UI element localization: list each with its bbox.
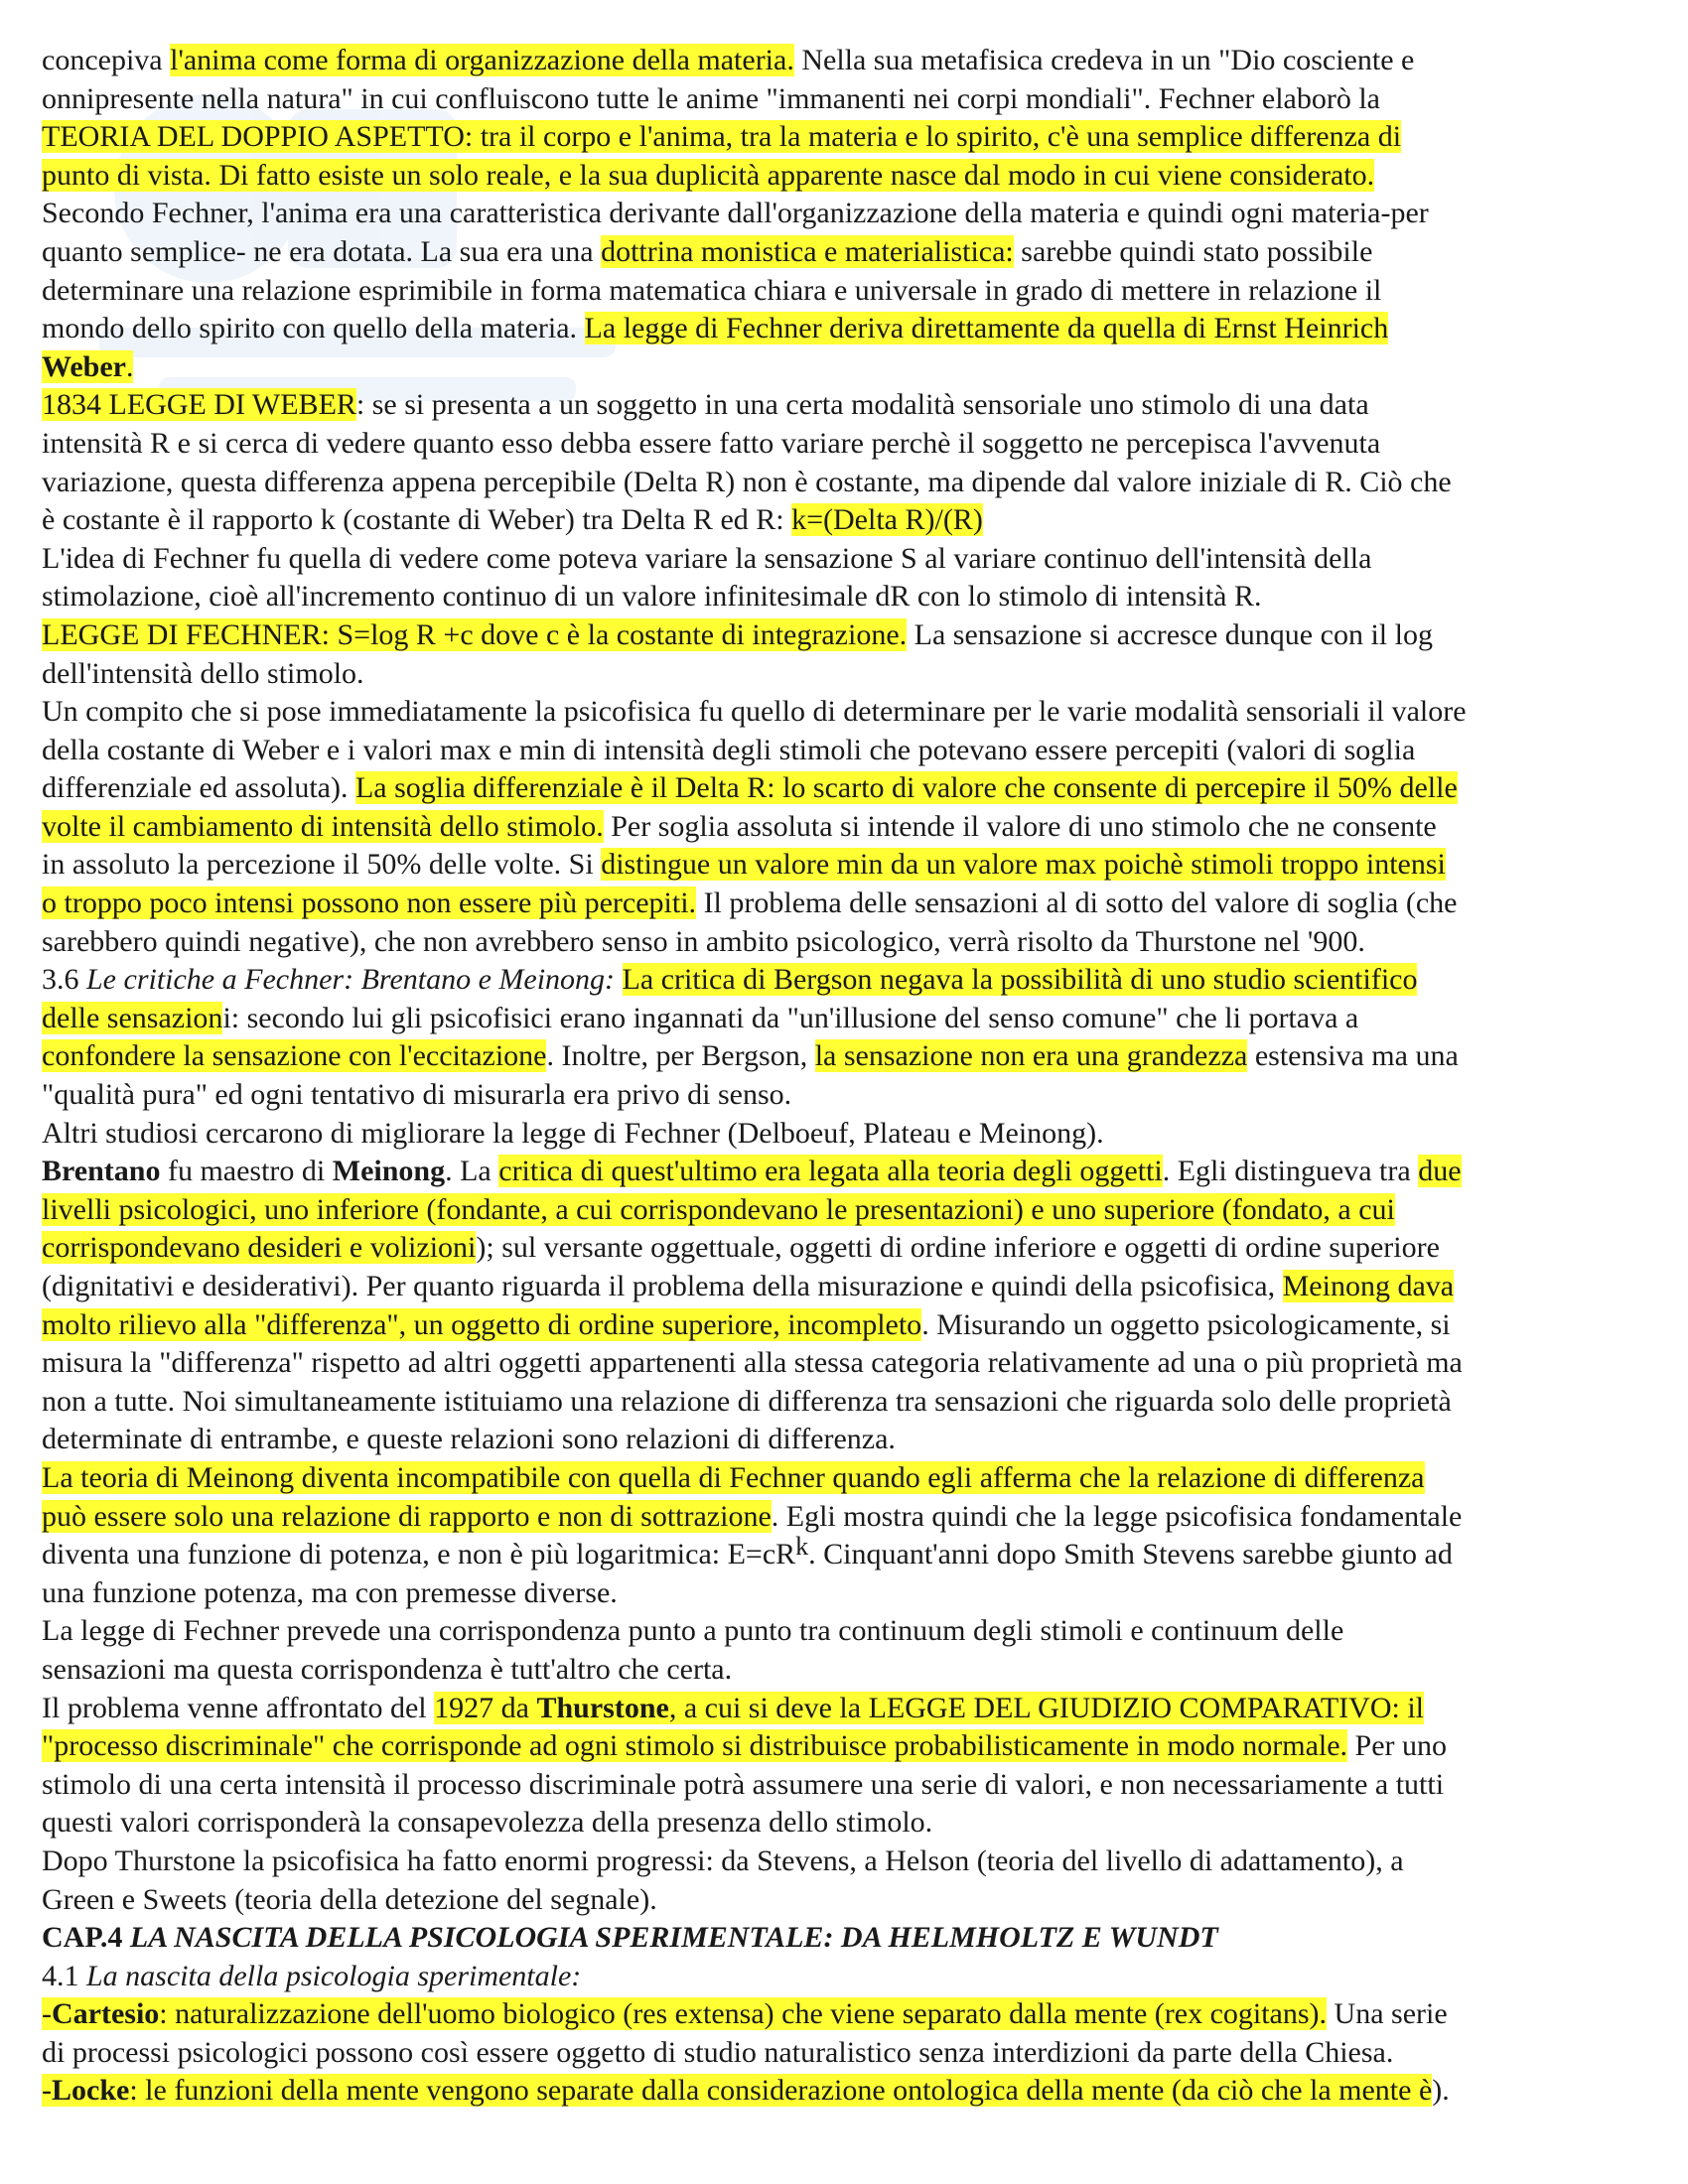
text-span: Nella sua metafisica credeva in un "Dio cosciente e bbox=[793, 44, 1415, 76]
highlighted-text: "processo discriminale" che corrisponde ad ogni stimolo si distribuisce probabilisticamente in modo normale. bbox=[42, 1729, 1348, 1763]
text-line bbox=[42, 732, 1650, 770]
text-span: L'idea di Fechner fu quella di vedere come poteva variare la sensazione S al variare continuo dell'intensità della bbox=[42, 541, 1372, 575]
text-span: 3.6 bbox=[42, 963, 86, 997]
text-line bbox=[42, 272, 1650, 311]
text-span: estensiva ma una bbox=[1247, 1039, 1459, 1073]
text-span: stimolazione, cioè all'incremento continuo di un valore infinitesimale dR con lo stimolo di intensità R. bbox=[42, 580, 1262, 614]
text-span: quanto semplice- ne era dotata. La sua era una bbox=[42, 234, 602, 268]
text-line bbox=[42, 42, 1650, 80]
text-span: (dignitativi e desiderativi). Per quanto riguarda il problema della misurazione e quindi della psicofisica, bbox=[42, 1270, 1283, 1302]
highlighted-text: Thurstone bbox=[536, 1691, 669, 1724]
text-span: variazione, questa differenza appena percepibile (Delta R) non è costante, ma dipende dal valore iniziale di R. Ciò che bbox=[42, 465, 1452, 498]
highlighted-text: molto rilievo alla "differenza", un oggetto di ordine superiore, incompleto bbox=[42, 1307, 922, 1341]
text-line bbox=[42, 578, 1650, 616]
text-span: . Cinquant'anni dopo Smith Stevens sarebbe giunto ad bbox=[808, 1538, 1453, 1571]
text-span: sarebbero quindi negative), che non avrebbero senso in ambito psicologico, verrà risolto da Thurstone nel '900. bbox=[42, 924, 1365, 958]
text-line bbox=[42, 1459, 1650, 1498]
text-span: misura la "differenza" rispetto ad altri oggetti appartenenti alla stessa categoria relativamente ad una o più proprietà ma bbox=[42, 1346, 1463, 1380]
text-line bbox=[42, 1958, 1650, 1996]
text-span: sarebbe quindi stato possibile bbox=[1013, 234, 1373, 268]
text-span: Un compito che si pose immediatamente la psicofisica fu quello di determinare per le varie modalità sensoriali il valore bbox=[42, 695, 1467, 729]
highlighted-text: : le funzioni della mente vengono separate dalla considerazione ontologica della mente (da ciò che la mente è bbox=[129, 2074, 1433, 2108]
text-span: . Egli mostra quindi che la legge psicofisica fondamentale bbox=[771, 1499, 1463, 1533]
highlighted-text: LEGGE DI FECHNER: S=log R +c dove c è la costante di integrazione. bbox=[42, 617, 908, 651]
highlighted-text: Meinong dava bbox=[1282, 1270, 1455, 1302]
highlighted-text: delle sensazion bbox=[42, 1001, 223, 1034]
text-line bbox=[42, 693, 1650, 732]
text-span: in assoluto la percezione il 50% delle volte. Si bbox=[42, 848, 602, 882]
text-line bbox=[42, 118, 1650, 157]
highlighted-text: può essere solo una relazione di rapporto e non di sottrazione bbox=[42, 1499, 772, 1533]
highlighted-text: la sensazione non era una grandezza bbox=[814, 1039, 1248, 1073]
text-line bbox=[42, 233, 1650, 272]
text-span: 4.1 bbox=[42, 1959, 86, 1992]
highlighted-text: corrispondevano desideri e volizioni bbox=[42, 1231, 477, 1265]
text-span: La sensazione si accresce dunque con il log bbox=[907, 617, 1433, 651]
highlighted-text: La teoria di Meinong diventa incompatibile con quella di Fechner quando egli afferma che la relazione di differenza bbox=[42, 1460, 1425, 1494]
highlighted-text: Weber bbox=[42, 349, 126, 383]
text-span: diventa una funzione di potenza, e non è più logaritmica: E=cR bbox=[42, 1538, 796, 1571]
text-span: sensazioni ma questa corrispondenza è tutt'altro che certa. bbox=[42, 1652, 733, 1686]
highlighted-text: - bbox=[42, 1997, 52, 2031]
highlighted-text: 1927 da bbox=[434, 1691, 537, 1724]
highlighted-text: Cartesio bbox=[52, 1997, 160, 2031]
highlighted-text: dottrina monistica e materialistica: bbox=[601, 234, 1014, 268]
text-span: intensità R e si cerca di vedere quanto esso debba essere fatto variare perchè il soggetto ne percepisca l'avvenuta bbox=[42, 426, 1381, 460]
text-line bbox=[42, 769, 1650, 808]
text-line bbox=[42, 1766, 1650, 1805]
text-line bbox=[42, 655, 1650, 694]
text-line bbox=[42, 808, 1650, 847]
text-line bbox=[42, 1690, 1650, 1728]
text-span: dell'intensità dello stimolo. bbox=[42, 656, 364, 690]
highlighted-text: confondere la sensazione con l'eccitazione bbox=[42, 1039, 547, 1073]
text-span: Il problema delle sensazioni al di sotto del valore di soglia (che bbox=[696, 887, 1458, 920]
highlighted-text: TEORIA DEL DOPPIO ASPETTO: tra il corpo e l'anima, tra la materia e lo spirito, c'è una semplice differenza di bbox=[42, 120, 1402, 154]
text-span: concepiva bbox=[42, 44, 171, 76]
text-span: La nascita della psicologia sperimentale: bbox=[86, 1959, 582, 1992]
text-span: . La bbox=[445, 1155, 499, 1188]
text-line bbox=[42, 1919, 1650, 1958]
text-line bbox=[42, 80, 1650, 119]
text-line bbox=[42, 1651, 1650, 1690]
text-line bbox=[42, 1727, 1650, 1766]
highlighted-text: , a cui si deve la LEGGE DEL GIUDIZIO COMPARATIVO: il bbox=[668, 1691, 1424, 1724]
highlighted-text: La soglia differenziale è il Delta R: lo scarto di valore che consente di percepire il 50% delle bbox=[354, 771, 1458, 805]
text-line bbox=[42, 616, 1650, 655]
text-span: ); sul versante oggettuale, oggetti di ordine inferiore e oggetti di ordine superiore bbox=[476, 1231, 1440, 1265]
highlighted-text: . bbox=[125, 349, 134, 383]
highlighted-text: La legge di Fechner deriva direttamente da quella di Ernst Heinrich bbox=[584, 312, 1389, 345]
text-line bbox=[42, 1000, 1650, 1038]
highlighted-text: : naturalizzazione dell'uomo biologico (res extensa) che viene separato dalla mente (rex cogitans). bbox=[159, 1997, 1328, 2031]
text-line bbox=[42, 2072, 1650, 2111]
text-line bbox=[42, 1881, 1650, 1920]
text-span: differenziale ed assoluta). bbox=[42, 771, 355, 805]
text-span: di processi psicologici possono così essere oggetto di studio naturalistico senza interdizioni da parte della Chiesa. bbox=[42, 2035, 1394, 2069]
text-span: una funzione potenza, ma con premesse diverse. bbox=[42, 1575, 618, 1609]
highlighted-text: volte il cambiamento di intensità dello stimolo. bbox=[42, 809, 604, 843]
text-line bbox=[42, 310, 1650, 348]
text-span: . Inoltre, per Bergson, bbox=[546, 1039, 815, 1073]
text-line bbox=[42, 501, 1650, 540]
text-span: non a tutte. Noi simultaneamente istituiamo una relazione di differenza tra sensazioni che riguarda solo delle proprietà bbox=[42, 1384, 1452, 1418]
text-line bbox=[42, 1532, 1650, 1574]
text-line bbox=[42, 386, 1650, 425]
text-line bbox=[42, 1574, 1650, 1613]
text-line bbox=[42, 1153, 1650, 1191]
text-span: determinare una relazione esprimibile in forma matematica chiara e universale in grado di mettere in relazione il bbox=[42, 273, 1382, 307]
text-span: onnipresente nella natura" in cui confluiscono tutte le anime "immanenti nei corpi mondiali". Fechner elaborò la bbox=[42, 81, 1380, 115]
text-span: CAP.4 bbox=[42, 1921, 130, 1955]
text-span: Per uno bbox=[1347, 1729, 1448, 1763]
text-line bbox=[42, 846, 1650, 885]
text-line bbox=[42, 195, 1650, 233]
text-span: i: secondo lui gli psicofisici erano ingannati da "un'illusione del senso comune" che li portava a bbox=[222, 1001, 1359, 1034]
highlighted-text: k=(Delta R)/(R) bbox=[791, 503, 983, 537]
highlighted-text: l'anima come forma di organizzazione della materia. bbox=[170, 44, 794, 76]
text-line bbox=[42, 885, 1650, 923]
highlighted-text: Locke bbox=[52, 2074, 130, 2108]
highlighted-text: distingue un valore min da un valore max poichè stimoli troppo intensi bbox=[601, 848, 1446, 882]
highlighted-text: La critica di Bergson negava la possibilità di uno studio scientifico bbox=[622, 963, 1418, 997]
text-line bbox=[42, 1306, 1650, 1345]
text-line bbox=[42, 1421, 1650, 1459]
text-line bbox=[42, 2034, 1650, 2073]
text-span: Meinong bbox=[332, 1155, 446, 1188]
text-line bbox=[42, 1612, 1650, 1651]
text-line bbox=[42, 961, 1650, 1000]
text-line bbox=[42, 1804, 1650, 1843]
text-line bbox=[42, 923, 1650, 962]
text-span: Per soglia assoluta si intende il valore di uno stimolo che ne consente bbox=[603, 809, 1437, 843]
text-span: mondo dello spirito con quello della materia. bbox=[42, 312, 585, 345]
text-span: Altri studiosi cercarono di migliorare la legge di Fechner (Delboeuf, Plateau e Meinong). bbox=[42, 1116, 1104, 1150]
highlighted-text: - bbox=[42, 2074, 52, 2108]
text-line bbox=[42, 1344, 1650, 1383]
document-body bbox=[42, 42, 1650, 2111]
highlighted-text: livelli psicologici, uno inferiore (fondante, a cui corrispondevano le presentazioni) e uno superiore (fondato, a cui bbox=[42, 1192, 1395, 1226]
text-span: Le critiche a Fechner: Brentano e Meinong: bbox=[86, 963, 623, 997]
text-span: determinate di entrambe, e queste relazioni sono relazioni di differenza. bbox=[42, 1423, 896, 1456]
text-line bbox=[42, 1383, 1650, 1422]
text-line bbox=[42, 425, 1650, 464]
text-line bbox=[42, 1229, 1650, 1268]
text-span: è costante è il rapporto k (costante di Weber) tra Delta R ed R: bbox=[42, 503, 792, 537]
text-span: Brentano bbox=[42, 1155, 161, 1188]
text-line bbox=[42, 1115, 1650, 1154]
highlighted-text: critica di quest'ultimo era legata alla teoria degli oggetti bbox=[498, 1155, 1163, 1188]
text-span: della costante di Weber e i valori max e min di intensità degli stimoli che potevano essere percepiti (valori di soglia bbox=[42, 733, 1416, 766]
text-span: questi valori corrisponderà la consapevolezza della presenza dello stimolo. bbox=[42, 1806, 933, 1840]
text-span: Il problema venne affrontato del bbox=[42, 1691, 435, 1724]
text-span: Secondo Fechner, l'anima era una caratteristica derivante dall'organizzazione della materia e quindi ogni materia-per bbox=[42, 197, 1429, 230]
highlighted-text: due bbox=[1418, 1155, 1462, 1188]
text-span: : se si presenta a un soggetto in una certa modalità sensoriale uno stimolo di una data bbox=[355, 388, 1369, 422]
text-span: fu maestro di bbox=[160, 1155, 333, 1188]
text-line bbox=[42, 1995, 1650, 2034]
text-line bbox=[42, 1037, 1650, 1076]
text-line bbox=[42, 464, 1650, 502]
text-line bbox=[42, 157, 1650, 196]
text-line bbox=[42, 1191, 1650, 1230]
text-span: k bbox=[795, 1532, 809, 1562]
text-line bbox=[42, 1498, 1650, 1537]
text-line bbox=[42, 1268, 1650, 1306]
text-line bbox=[42, 540, 1650, 579]
highlighted-text: 1834 LEGGE DI WEBER bbox=[42, 388, 356, 422]
text-span: . Misurando un oggetto psicologicamente, si bbox=[921, 1307, 1451, 1341]
text-span: "qualità pura" ed ogni tentativo di misurarla era privo di senso. bbox=[42, 1078, 792, 1112]
text-span: LA NASCITA DELLA PSICOLOGIA SPERIMENTALE: DA HELMHOLTZ E WUNDT bbox=[129, 1921, 1218, 1955]
highlighted-text: punto di vista. Di fatto esiste un solo reale, e la sua duplicità apparente nasce dal modo in cui viene considerato. bbox=[42, 158, 1375, 192]
text-span: La legge di Fechner prevede una corrispondenza punto a punto tra continuum degli stimoli e continuum delle bbox=[42, 1614, 1344, 1648]
text-span: Green e Sweets (teoria della detezione del segnale). bbox=[42, 1882, 657, 1916]
text-span: Dopo Thurstone la psicofisica ha fatto enormi progressi: da Stevens, a Helson (teoria del livello di adattamento), a bbox=[42, 1843, 1404, 1877]
text-line bbox=[42, 1843, 1650, 1881]
text-span: ). bbox=[1432, 2074, 1450, 2108]
text-span: Una serie bbox=[1327, 1997, 1448, 2031]
text-line bbox=[42, 1076, 1650, 1115]
text-span: stimolo di una certa intensità il processo discriminale potrà assumere una serie di valori, e non necessariamente a tutti bbox=[42, 1767, 1445, 1801]
highlighted-text: o troppo poco intensi possono non essere più percepiti. bbox=[42, 887, 697, 920]
text-span: . Egli distingueva tra bbox=[1162, 1155, 1419, 1188]
text-line bbox=[42, 348, 1650, 387]
